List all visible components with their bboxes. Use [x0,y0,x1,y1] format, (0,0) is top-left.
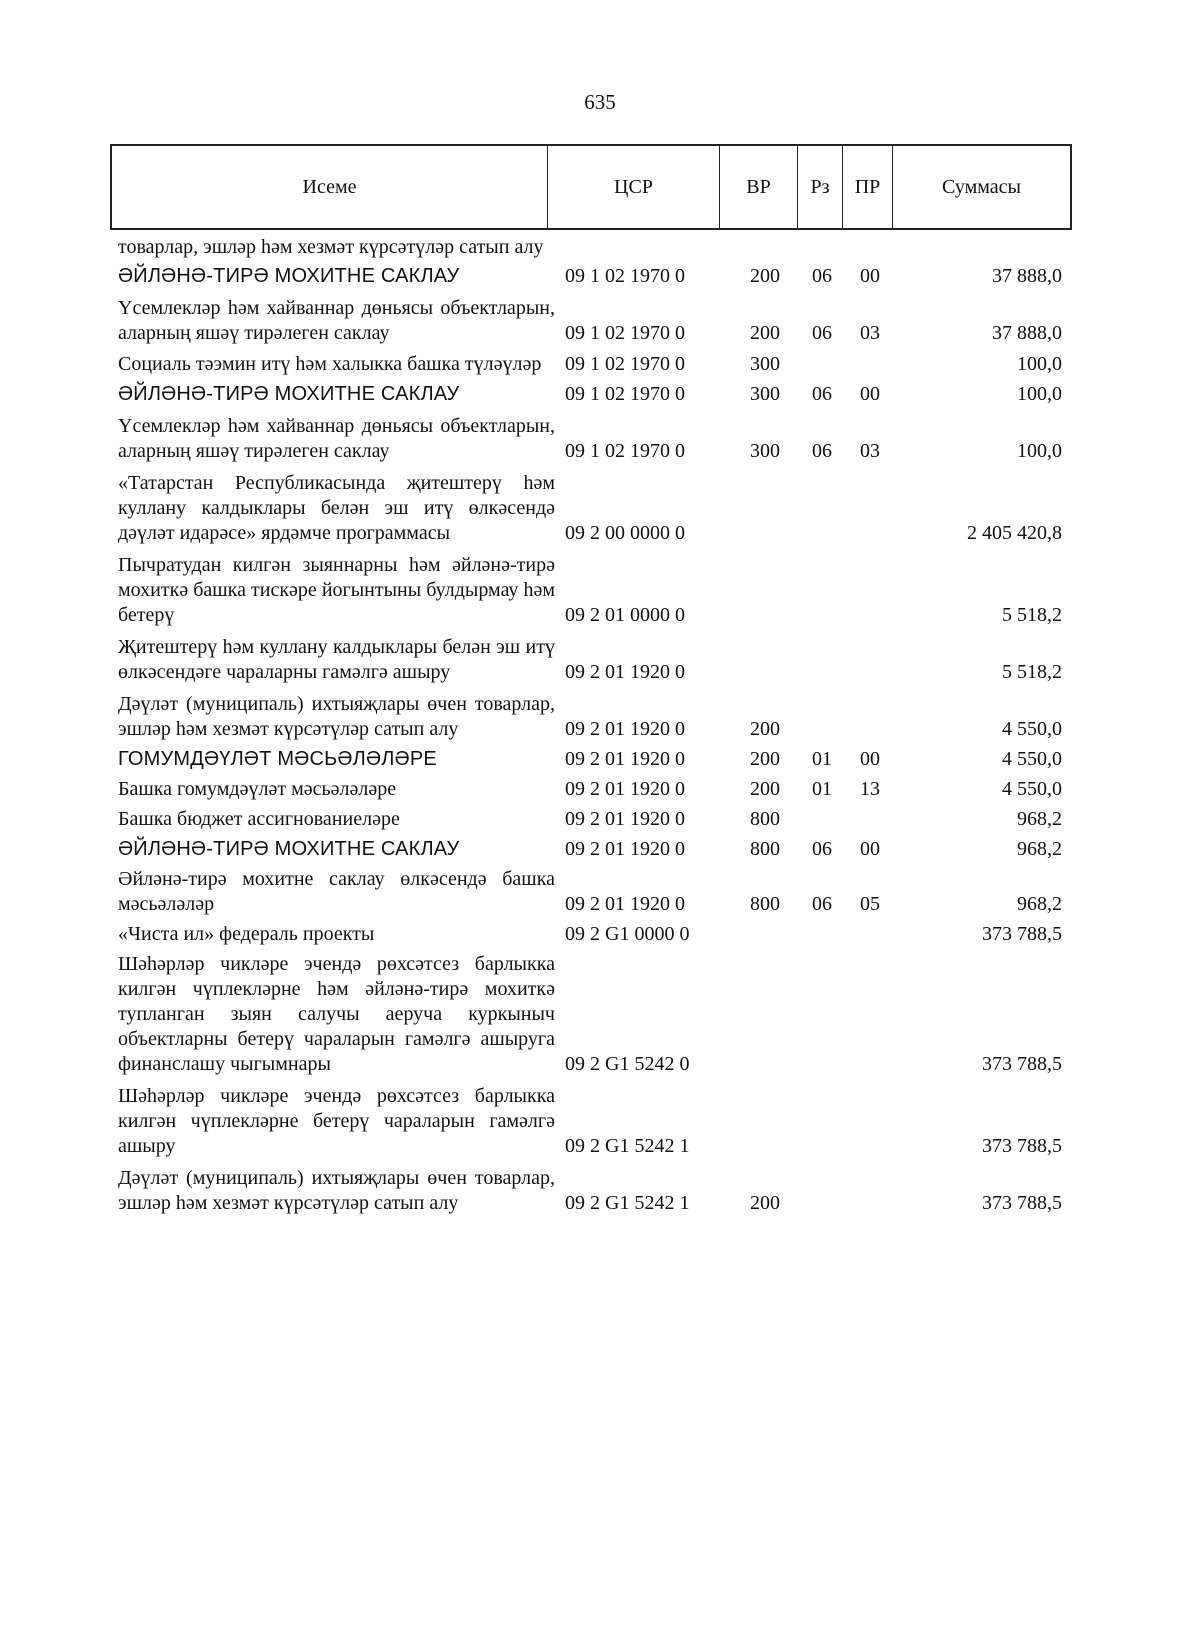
table-row [118,837,1072,862]
table-row [118,635,1072,685]
row-sum: 373 788,5 [982,1192,1062,1214]
row-rz: 06 [812,383,832,405]
row-name: Пычратудан килгән зыяннарны һәм әйләнә-тирә мохиткә башка тискәре йогынтыны булдырмау һәм бетерү [118,554,555,626]
row-name: «Чиста ил» федераль проекты [118,923,375,945]
row-csr: 09 1 02 1970 0 [565,353,685,375]
page-number: 635 [584,90,616,114]
table-row [118,414,1072,464]
table-row [118,471,1072,546]
row-rz: 06 [812,838,832,860]
row-pr: 00 [860,838,880,860]
row-name: Башка гомумдәүләт мәсьәләләре [118,778,397,800]
row-sum: 37 888,0 [992,322,1062,344]
header-rz: Рз [798,146,843,228]
row-sum: 373 788,5 [982,1135,1062,1157]
row-name: ӘЙЛӘНӘ-ТИРӘ МОХИТНЕ САКЛАУ [118,265,460,287]
row-name: ӘЙЛӘНӘ-ТИРӘ МОХИТНЕ САКЛАУ [118,838,460,860]
row-csr: 09 2 01 1920 0 [565,838,685,860]
row-sum: 4 550,0 [1002,778,1062,800]
row-vr: 800 [750,838,780,860]
row-csr: 09 1 02 1970 0 [565,383,685,405]
row-csr: 09 2 G1 5242 1 [565,1135,690,1157]
row-csr: 09 2 G1 5242 1 [565,1192,690,1214]
header-pr: ПР [843,146,893,228]
row-csr: 09 2 00 0000 0 [565,522,685,544]
table-row [118,867,1072,917]
table-row [118,553,1072,628]
row-pr: 13 [860,778,880,800]
table-row [118,264,1072,289]
row-vr: 200 [750,1192,780,1214]
row-sum: 4 550,0 [1002,718,1062,740]
row-pr: 05 [860,893,880,915]
table-body [118,230,1072,1216]
row-name: Дәүләт (муниципаль) ихтыяҗлары өчен товарлар, эшләр һәм хезмәт күрсәтүләр сатып алу [118,1167,555,1214]
row-csr: 09 2 G1 5242 0 [565,1053,690,1075]
row-rz: 06 [812,440,832,462]
row-name: Башка бюджет ассигнованиеләре [118,808,400,830]
row-name: Социаль тәэмин итү һәм халыкка башка түләүләр [118,353,542,375]
table-row [118,1084,1072,1159]
row-vr: 200 [750,322,780,344]
row-sum: 968,2 [1017,808,1062,830]
row-csr: 09 2 01 1920 0 [565,661,685,683]
row-csr: 09 1 02 1970 0 [565,265,685,287]
row-name: ГОМУМДӘҮЛӘТ МӘСЬӘЛӘЛӘРЕ [118,748,437,770]
row-sum: 37 888,0 [992,265,1062,287]
table-row [118,352,1072,377]
row-csr: 09 2 01 1920 0 [565,778,685,800]
row-name: Шәһәрләр чикләре эчендә рөхсәтсез барлыкка килгән чүплекләрне бетерү чараларын гамәлгә ашыру [118,1085,555,1157]
row-name: Шәһәрләр чикләре эчендә рөхсәтсез барлыкка килгән чүплекләрне һәм әйләнә-тирә мохиткә тупланган зыян салучы аеруча куркыныч объектларны бетерү чараларын гамәлгә ашыруга финанслашу чыгымнары [118,953,555,1075]
row-csr: 09 2 01 0000 0 [565,604,685,626]
row-vr: 800 [750,808,780,830]
row-vr: 300 [750,383,780,405]
row-vr: 300 [750,353,780,375]
header-sum: Суммасы [942,175,1021,198]
row-name: Әйләнә-тирә мохитне саклау өлкәсендә башка мәсьәләләр [118,868,555,915]
row-name: товарлар, эшләр һәм хезмәт күрсәтүләр сатып алу [118,236,544,258]
row-pr: 00 [860,383,880,405]
row-pr: 03 [860,322,880,344]
table-row [118,747,1072,772]
table-row [118,952,1072,1077]
row-vr: 200 [750,778,780,800]
row-csr: 09 2 01 1920 0 [565,718,685,740]
row-vr: 200 [750,265,780,287]
row-name: Дәүләт (муниципаль) ихтыяҗлары өчен товарлар, эшләр һәм хезмәт күрсәтүләр сатып алу [118,693,555,740]
row-sum: 100,0 [1017,353,1062,375]
row-sum: 373 788,5 [982,1053,1062,1075]
row-csr: 09 2 G1 0000 0 [565,923,690,945]
row-vr: 200 [750,718,780,740]
row-name: «Татарстан Республикасында җитештерү һәм куллану калдыклары белән эш итү өлкәсендә дәүләт идарәсе» ярдәмче программасы [118,472,555,544]
table-header [110,144,1072,230]
row-rz: 06 [812,322,832,344]
row-vr: 200 [750,748,780,770]
table-row [118,1166,1072,1216]
row-sum: 2 405 420,8 [967,522,1062,544]
row-csr: 09 2 01 1920 0 [565,748,685,770]
row-rz: 06 [812,265,832,287]
table-row [118,922,1072,947]
row-vr: 800 [750,893,780,915]
row-vr: 300 [750,440,780,462]
row-rz: 01 [812,748,832,770]
row-name: ӘЙЛӘНӘ-ТИРӘ МОХИТНЕ САКЛАУ [118,383,460,405]
row-name: Үсемлекләр һәм хайваннар дөньясы объектларын, аларның яшәү тирәлеген саклау [118,415,555,462]
row-sum: 5 518,2 [1002,604,1062,626]
header-vr: ВР [720,146,798,228]
row-pr: 03 [860,440,880,462]
row-sum: 5 518,2 [1002,661,1062,683]
row-sum: 100,0 [1017,383,1062,405]
row-sum: 968,2 [1017,838,1062,860]
row-name: Җитештерү һәм куллану калдыклары белән эш итү өлкәсендәге чараларны гамәлгә ашыру [118,636,555,683]
row-rz: 01 [812,778,832,800]
row-csr: 09 2 01 1920 0 [565,808,685,830]
row-sum: 968,2 [1017,893,1062,915]
table-row [118,296,1072,346]
row-csr: 09 1 02 1970 0 [565,440,685,462]
table-row [118,382,1072,407]
row-name: Үсемлекләр һәм хайваннар дөньясы объектларын, аларның яшәү тирәлеген саклау [118,297,555,344]
table-row [118,235,1072,260]
row-sum: 373 788,5 [982,923,1062,945]
header-csr: ЦСР [548,146,720,228]
header-name: Исеме [112,146,548,228]
row-sum: 4 550,0 [1002,748,1062,770]
row-rz: 06 [812,893,832,915]
row-pr: 00 [860,265,880,287]
row-csr: 09 1 02 1970 0 [565,322,685,344]
table-row [118,692,1072,742]
table-row [118,807,1072,832]
row-csr: 09 2 01 1920 0 [565,893,685,915]
table-row [118,777,1072,802]
row-pr: 00 [860,748,880,770]
row-sum: 100,0 [1017,440,1062,462]
